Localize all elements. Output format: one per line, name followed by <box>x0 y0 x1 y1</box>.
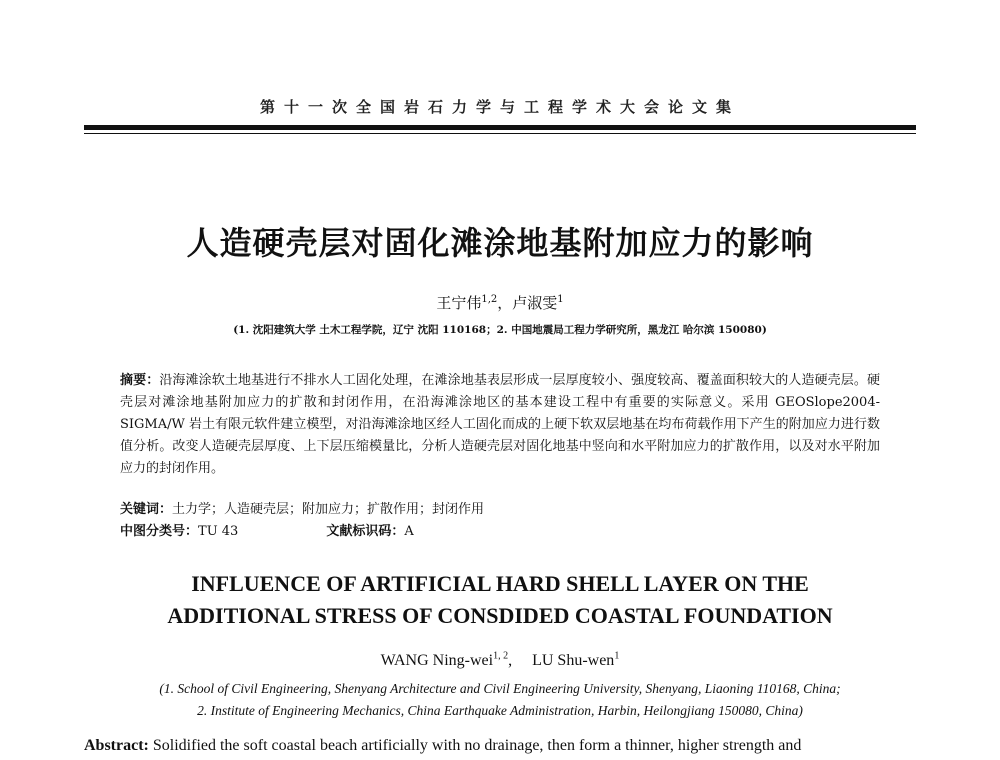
paper-title-en <box>0 568 1000 632</box>
running-header: 第十一次全国岩石力学与工程学术大会论文集 <box>259 98 740 116</box>
abstract-cn <box>120 370 880 480</box>
authors-en <box>0 652 1000 670</box>
clc-value: TU 43 <box>198 524 239 539</box>
paper-title-cn: 人造硬壳层对固化滩涂地基附加应力的影响 <box>186 224 814 262</box>
clc-colon: ： <box>185 524 199 539</box>
keywords-cn-text: 土力学；人造硬壳层；附加应力；扩散作用；封闭作用 <box>172 502 485 517</box>
keywords-cn <box>120 500 880 520</box>
author1-en-sup: 1, 2 <box>493 650 509 662</box>
abstract-en-text: Solidified the soft coastal beach artificially with no drainage, then form a thinner, higher strength and <box>152 737 802 754</box>
author2-en: LU Shu-wen <box>532 652 615 669</box>
abstract-cn-colon: ： <box>146 373 160 388</box>
affiliation-en-2: 2. Institute of Engineering Mechanics, China Earthquake Administration, Harbin, Heilongjiang 150080, China) <box>197 703 803 718</box>
author1-en: WANG Ning-wei <box>380 652 494 669</box>
doc-code-label: 文献标识码 <box>326 524 392 539</box>
affiliation-en-1: (1. School of Civil Engineering, Shenyang Architecture and Civil Engineering University, Shenyang, Liaoning 110168, China; <box>159 681 841 696</box>
author1-cn: 王宁伟 <box>436 294 482 312</box>
affiliation-cn: (1. 沈阳建筑大学 土木工程学院，辽宁 沈阳 110168；2. 中国地震局工程力学研究所，黑龙江 哈尔滨 150080) <box>233 324 767 336</box>
paper-title-en-line2: ADDITIONAL STRESS OF CONSDIDED COASTAL FOUNDATION <box>167 603 833 628</box>
authors-cn <box>0 292 1000 313</box>
doc-code-colon: ： <box>391 524 405 539</box>
author-separator-cn: ， <box>497 294 513 312</box>
author-separator-en: , <box>508 652 513 669</box>
classification-line <box>120 522 880 542</box>
abstract-cn-text: 沿海滩涂软土地基进行不排水人工固化处理，在滩涂地基表层形成一层厚度较小、强度较高、覆盖面积较大的人造硬壳层。硬壳层对滩涂地基附加应力的扩散和封闭作用，在沿海滩涂地区的基本建设工程中有重要的实际意义。采用 GEOSlope2004-SIGMA/W 岩土有限元软件建立模型，对沿海滩涂地区经人工固化而成的上硬下软双层地基在均布荷载作用下产生的附加应力进行数值分析。改变人造硬壳层厚度、上下层压缩模量比，分析人造硬壳层对固化地基中竖向和水平附加应力的扩散作用，以及对水平附加应力的封闭作用。 <box>120 373 880 476</box>
author2-en-sup: 1 <box>614 650 620 662</box>
abstract-en-label: Abstract: <box>84 737 149 754</box>
keywords-cn-colon: ： <box>159 502 173 517</box>
keywords-cn-label: 关键词 <box>120 502 160 517</box>
paper-title-en-line1: INFLUENCE OF ARTIFICIAL HARD SHELL LAYER ON THE <box>191 571 809 596</box>
clc-label: 中图分类号 <box>120 524 186 539</box>
header-rule-thick <box>84 125 916 130</box>
author2-cn: 卢淑雯 <box>512 294 558 312</box>
abstract-cn-label: 摘要 <box>120 373 147 388</box>
author1-cn-sup: 1,2 <box>481 294 498 305</box>
abstract-en <box>84 737 924 755</box>
author2-cn-sup: 1 <box>557 294 564 305</box>
header-rule-thin <box>84 133 916 134</box>
doc-code-value: A <box>404 524 414 539</box>
